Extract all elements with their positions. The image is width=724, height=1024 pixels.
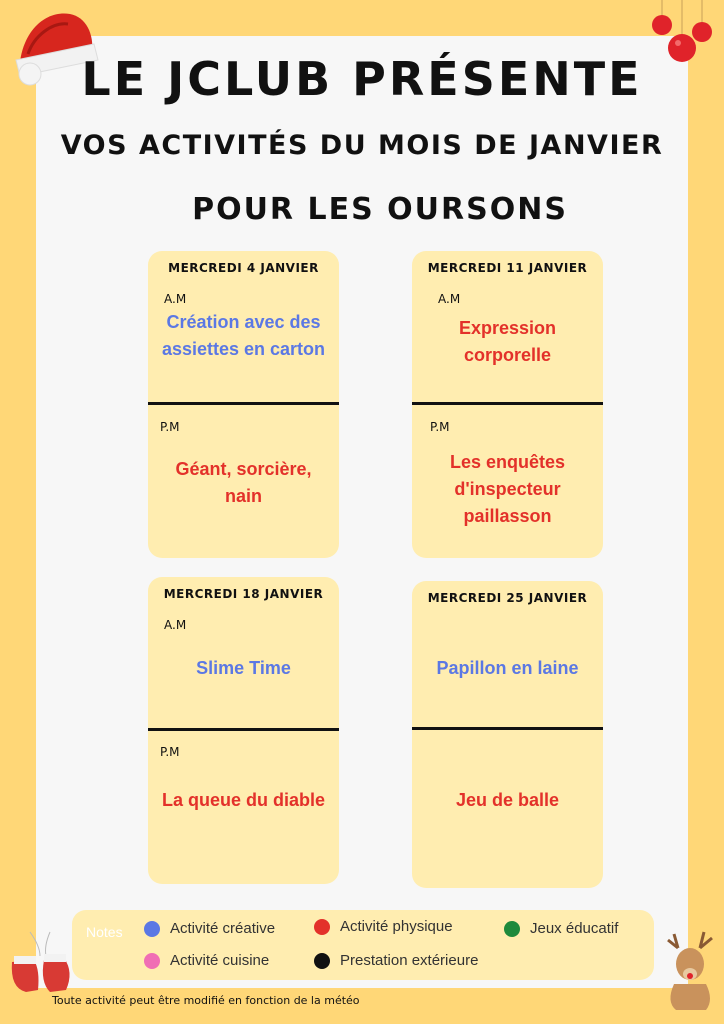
pink-dot-icon bbox=[144, 953, 160, 969]
card-date: MERCREDI 4 JANVIER bbox=[168, 261, 319, 275]
am-label: A.M bbox=[438, 292, 461, 306]
legend-item bbox=[144, 952, 269, 969]
legend-label: Activité cuisine bbox=[170, 952, 270, 969]
blue-dot-icon bbox=[144, 921, 160, 937]
am-label: A.M bbox=[164, 292, 187, 306]
green-dot-icon bbox=[504, 921, 520, 937]
reindeer-icon bbox=[656, 930, 724, 1010]
am-activity: Papillon en laine bbox=[436, 658, 579, 678]
activity-card-jan-11 bbox=[412, 251, 603, 558]
card-divider bbox=[412, 402, 603, 405]
legend-item bbox=[144, 920, 275, 937]
card-divider bbox=[148, 402, 339, 405]
card-date: MERCREDI 18 JANVIER bbox=[163, 587, 324, 601]
activity-card-jan-18 bbox=[148, 577, 339, 884]
legend-label: Activité créative bbox=[170, 920, 276, 937]
pm-activity: Géant, sorcière, nain bbox=[175, 459, 312, 506]
legend-label: Activité physique bbox=[340, 918, 453, 935]
legend-item bbox=[314, 952, 478, 969]
pm-label: P.M bbox=[430, 420, 450, 434]
audience-title: POUR LES OURSONS bbox=[192, 192, 568, 227]
page-title: LE JCLUB PRÉSENTE bbox=[81, 52, 643, 106]
pm-label: P.M bbox=[160, 745, 180, 759]
black-dot-icon bbox=[314, 953, 330, 969]
pm-label: P.M bbox=[160, 420, 180, 434]
notes-legend bbox=[72, 910, 654, 980]
am-activity: Expression corporelle bbox=[458, 318, 557, 365]
pm-activity: La queue du diable bbox=[161, 790, 326, 810]
card-date: MERCREDI 11 JANVIER bbox=[427, 261, 588, 275]
footnote: Toute activité peut être modifié en fonction de la météo bbox=[52, 994, 360, 1007]
red-dot-icon bbox=[314, 919, 330, 935]
legend-item bbox=[314, 918, 453, 935]
mittens-icon bbox=[4, 926, 80, 998]
pm-activity: Les enquêtes d'inspecteur paillasson bbox=[449, 452, 566, 526]
card-divider bbox=[412, 727, 603, 730]
legend-label: Jeux éducatif bbox=[530, 920, 619, 937]
card-date: MERCREDI 25 JANVIER bbox=[427, 591, 588, 605]
am-label: A.M bbox=[164, 618, 187, 632]
activity-card-jan-4 bbox=[148, 251, 339, 558]
page-subtitle: VOS ACTIVITÉS DU MOIS DE JANVIER bbox=[60, 130, 664, 161]
legend-item bbox=[504, 920, 618, 937]
card-divider bbox=[148, 728, 339, 731]
activity-card-jan-25 bbox=[412, 581, 603, 888]
legend-label: Prestation extérieure bbox=[340, 952, 479, 969]
notes-label: Notes bbox=[86, 924, 123, 940]
pm-activity: Jeu de balle bbox=[455, 790, 560, 810]
am-activity: Slime Time bbox=[196, 658, 291, 678]
am-activity: Création avec des assiettes en carton bbox=[161, 312, 326, 359]
